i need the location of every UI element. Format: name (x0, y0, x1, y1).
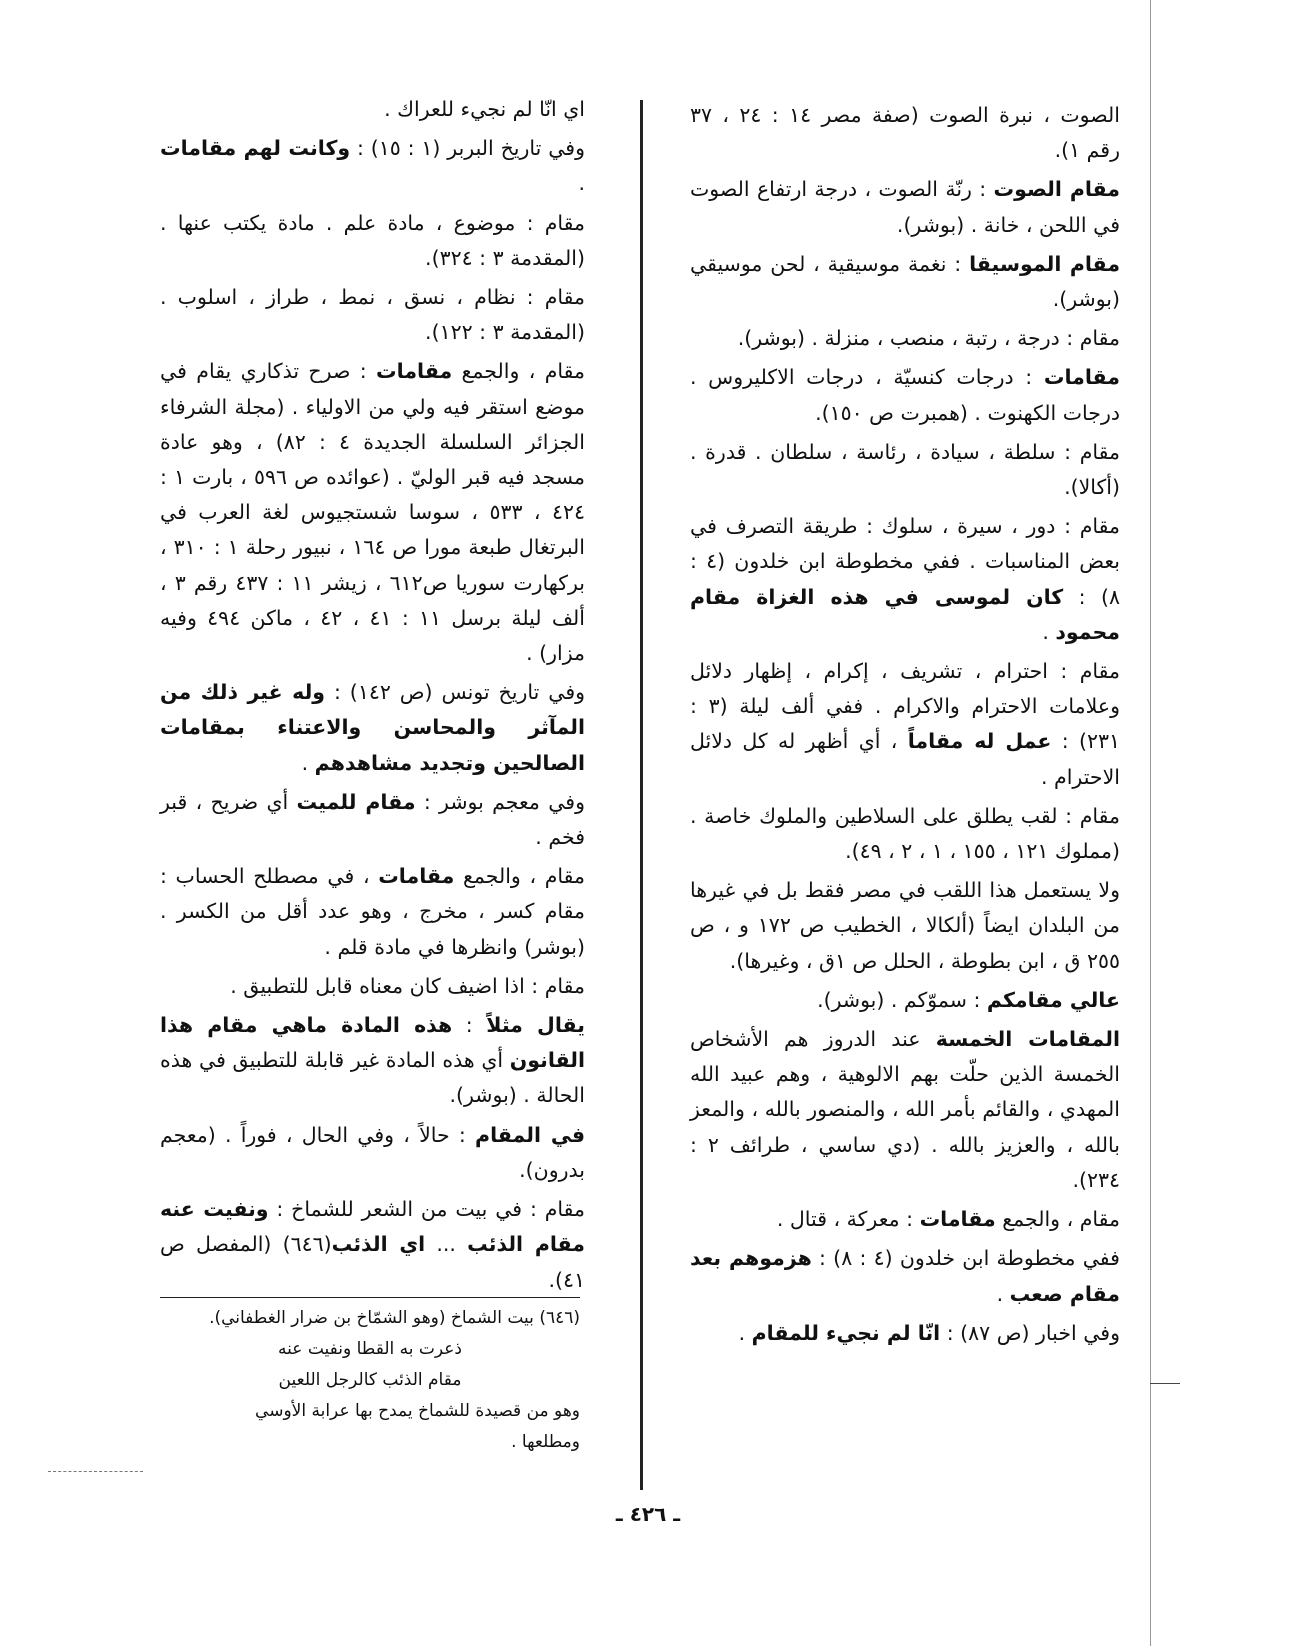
bold-term: مقام الصوت (993, 177, 1120, 202)
text-run: مقام : احترام ، تشريف ، إكرام ، إظهار دلائل وعلامات الاحترام والاكرام . ففي ألف ليلة (٣ : ٢٣١) : (690, 659, 1121, 754)
text-run: عند الدروز هم الأشخاص الخمسة الذين حلّت بهم الالوهية ، وهم عبيد الله المهدي ، والقائم بأمر الله ، والمنصور بالله ، والمعز بالله ، والعزيز بالله . (دي ساسي ، طرائف ٢ : ٢٣٤). (690, 1027, 1120, 1192)
text-run: مقام ، والجمع (452, 359, 585, 384)
footnote-line: ومطلعها . (511, 1432, 580, 1452)
footnote (160, 1303, 580, 1458)
text-run: : (452, 1013, 487, 1038)
paragraph (690, 360, 1120, 430)
text-run: . (996, 1281, 1010, 1306)
text-run: : حالاً ، وفي الحال ، فوراً . (معجم بدرون). (160, 1122, 585, 1182)
text-run: مقام ، والجمع (995, 1207, 1120, 1232)
text-run: مقام : في بيت من الشعر للشماخ : (268, 1197, 585, 1222)
footnote-line: وهو من قصيدة للشماخ يمدح بها عرابة الأوسي (255, 1401, 580, 1421)
text-run: (٦٤٦) (المفصل ص ٤١). (160, 1232, 585, 1292)
right-column (690, 98, 1120, 1355)
bold-term: هذه المادة ماهي مقام هذا القانون (160, 1013, 585, 1073)
text-run: مقام ، والجمع (454, 864, 585, 889)
scan-edge-line (1150, 0, 1151, 1646)
bold-term: مقامات (376, 359, 453, 384)
paragraph (690, 98, 1120, 168)
text-run: ففي مخطوطة ابن خلدون (٤ : ٨) : (811, 1246, 1120, 1271)
bold-term: وله غير ذلك من المآثر والمحاسن والاعتناء بمقامات الصالحين وتجديد مشاهدهم (160, 680, 585, 775)
paragraph (690, 1316, 1120, 1351)
paragraph (160, 1008, 585, 1114)
text-run: مقام : درجة ، رتبة ، منصب ، منزلة . (بوشر). (737, 326, 1120, 351)
text-run: : نغمة موسيقية ، لحن موسيقي (بوشر). (690, 251, 1120, 312)
bold-term: هزموهم بعد مقام صعب (690, 1246, 1120, 1306)
paragraph (690, 799, 1120, 869)
paragraph (690, 1241, 1120, 1311)
bold-term: في المقام (475, 1122, 585, 1147)
paragraph (160, 1118, 585, 1188)
bold-term: مقامات (1043, 365, 1120, 390)
paragraph (690, 172, 1120, 242)
text-run: مقام : موضوع ، مادة علم . مادة يكتب عنها . (المقدمة ٣ : ٣٢٤). (160, 210, 585, 270)
bold-term: مقامات (378, 864, 455, 889)
text-run: مقام : سلطة ، سيادة ، رئاسة ، سلطان . قدرة . (أكالا). (690, 439, 1120, 500)
text-run: مقام : نظام ، نسق ، نمط ، طراز ، اسلوب . (المقدمة ٣ : ١٢٢). (160, 285, 585, 345)
paragraph (690, 983, 1120, 1018)
text-run: . (301, 750, 315, 775)
bold-term: يقال مثلاً (486, 1013, 585, 1038)
bold-term: ونفيت عنه مقام الذئب (160, 1197, 585, 1257)
paragraph (160, 785, 585, 855)
text-run: وفي اخبار (ص ٨٧) : (940, 1320, 1120, 1345)
scan-edge-tick (1150, 1383, 1180, 1384)
footnote-line: (٦٤٦) بيت الشماخ (وهو الشمّاخ بن ضرار الغطفاني). (209, 1308, 580, 1328)
text-run: مقام : لقب يطلق على السلاطين والملوك خاصة . (مملوك ١٢١ ، ١٥٥ ، ١ ، ٢ ، ٤٩). (690, 803, 1120, 864)
paragraph (160, 354, 585, 671)
bold-term: مقامات (919, 1207, 996, 1232)
text-run: أي ضريح ، قبر فخم . (160, 789, 585, 850)
text-run: اي انّا لم نجيء للعراك . (384, 97, 585, 121)
text-run: : صرح تذكاري يقام في موضع استقر فيه ولي من الاولياء . (مجلة الشرفاء الجزائر السلسلة الجديدة ٤ : ٨٢) ، وهو عادة مسجد فيه قبر الوليّ . (عوائده ص ٥٩٦ ، بارت ١ : ٤٢٤ ، ٥٣٣ ، سوسا شستجيوس لغة العرب في البرتغال طبعة مورا ص ١٦٤ ، نبيور رحلة ١ : ٣١٠ ، بركهارت سوريا ص٦١٢ ، زيشر ١١ : ٤٣٧ رقم ٣ ، ألف ليلة برسل ١١ : ٤١ ، ٤٢ ، ماكن ٤٩٤ وفيه مزار) . (160, 359, 585, 666)
footnote-verse-line: ذعرت به القطا ونفيت عنه (278, 1339, 462, 1359)
text-run: ولا يستعمل هذا اللقب في مصر فقط بل في غيرها من البلدان ايضاً (ألكالا ، الخطيب ص ١٧٢ و ، ص ٢٥٥ ق ، ابن بطوطة ، الحلل ص ١ق ، وغيرها). (690, 878, 1120, 973)
bold-term: عالي مقامكم (986, 987, 1120, 1012)
text-run: ... (425, 1232, 468, 1257)
column-separator (640, 100, 643, 1490)
text-run: أي هذه المادة غير قابلة للتطبيق في هذه الحالة . (بوشر). (160, 1048, 585, 1108)
paragraph (690, 873, 1120, 979)
bold-term: مقام للميت (296, 789, 416, 814)
bold-term: وكانت لهم مقامات (160, 136, 351, 161)
footnote-rule (160, 1297, 580, 1298)
text-run: مقام : دور ، سيرة ، سلوك : طريقة التصرف في بعض المناسبات . ففي مخطوطة ابن خلدون (٤ : ٨) : (690, 514, 1120, 609)
paragraph (160, 280, 585, 350)
paragraph (690, 654, 1120, 795)
bold-term: المقامات الخمسة (935, 1027, 1120, 1052)
text-run: . (1042, 619, 1056, 644)
text-run: ، في مصطلح الحساب : مقام كسر ، مخرج ، وهو عدد أقل من الكسر . (بوشر) وانظرها في مادة قلم . (160, 864, 585, 959)
paragraph (160, 1192, 585, 1298)
text-run: ، أي أظهر له كل دلائل الاحترام . (690, 729, 1120, 789)
paragraph (690, 509, 1120, 650)
paragraph (160, 675, 585, 781)
text-run: . (738, 1320, 752, 1345)
paragraph (690, 321, 1120, 356)
bold-term: انّا لم نجيء للمقام (751, 1320, 941, 1345)
paragraph (690, 1202, 1120, 1237)
bold-term: اي الذئب (331, 1232, 426, 1257)
paragraph (160, 859, 585, 965)
text-run: مقام : اذا اضيف كان معناه قابل للتطبيق . (230, 973, 585, 998)
text-run: : رنّة الصوت ، درجة ارتفاع الصوت في اللحن ، خانة . (بوشر). (690, 177, 1120, 237)
bold-term: مقام الموسيقا (969, 251, 1121, 276)
text-run: وفي تاريخ تونس (ص ١٤٢) : (325, 680, 586, 705)
text-run: الصوت ، نبرة الصوت (صفة مصر ١٤ : ٢٤ ، ٣٧ رقم ١). (690, 103, 1120, 163)
stray-scan-mark (48, 1471, 143, 1473)
paragraph (690, 435, 1120, 505)
bold-term: عمل له مقاماً (907, 729, 1052, 754)
text-run: : سموّكم . (بوشر). (817, 987, 987, 1012)
footnote-verse-line: مقام الذئب كالرجل اللعين (278, 1370, 462, 1390)
left-column (160, 92, 585, 1302)
bold-term: كان لموسى في هذه الغزاة مقام محمود (690, 584, 1120, 644)
paragraph (160, 92, 585, 127)
text-run: وفي تاريخ البربر (١ : ١٥) : (350, 136, 585, 161)
paragraph (160, 969, 585, 1004)
text-run: . (578, 171, 585, 196)
page-number: ـ ٤٢٦ ـ (615, 1502, 681, 1526)
text-run: وفي معجم بوشر : (415, 789, 585, 814)
paragraph (160, 131, 585, 201)
text-run: : درجات كنسيّة ، درجات الاكليروس . درجات الكهنوت . (همبرت ص ١٥٠). (690, 365, 1120, 425)
paragraph (690, 1022, 1120, 1198)
paragraph (160, 206, 585, 276)
paragraph (690, 247, 1120, 317)
text-run: : معركة ، قتال . (776, 1207, 920, 1232)
